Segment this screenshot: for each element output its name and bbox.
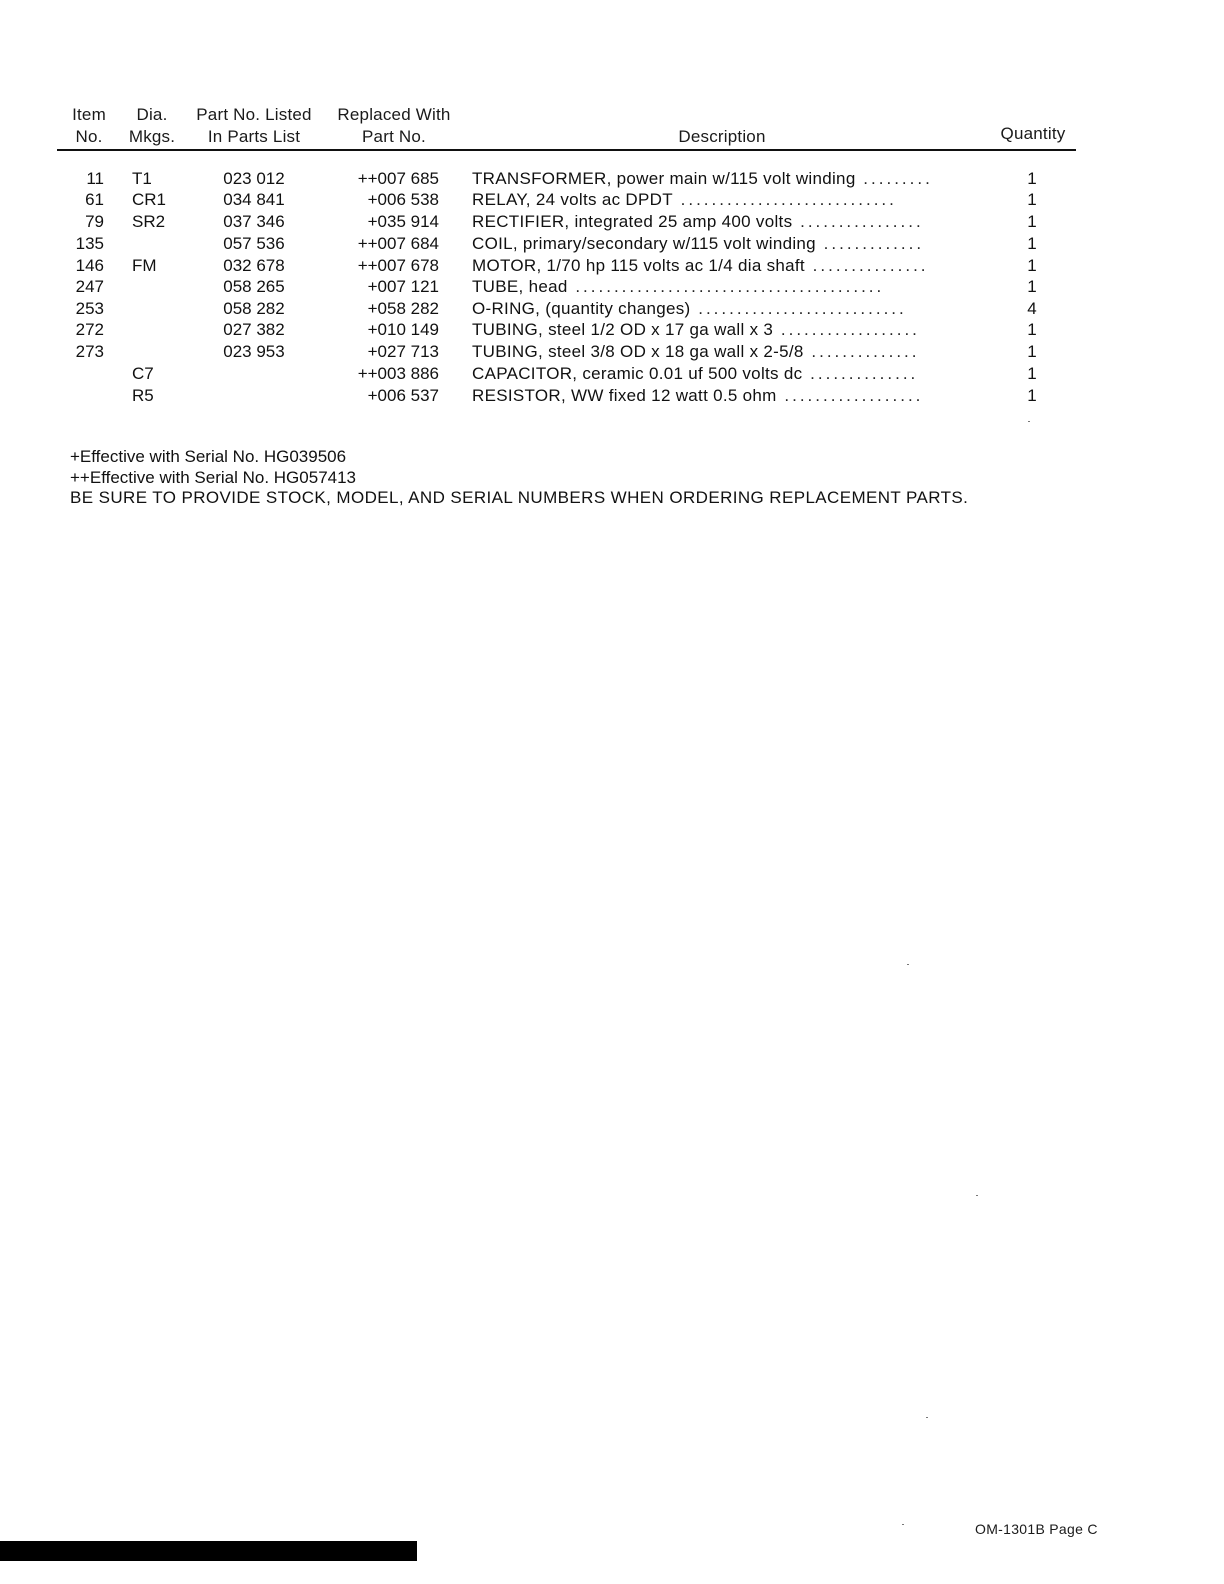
table-row [0, 189, 1224, 211]
scan-speck [902, 1524, 904, 1525]
dia-mkgs: R5 [132, 386, 154, 405]
replaced-part: +006 537 [367, 386, 439, 405]
item-no: 135 [75, 234, 104, 253]
table-row [0, 211, 1224, 233]
ordering-notice: BE SURE TO PROVIDE STOCK, MODEL, AND SERIAL NUMBERS WHEN ORDERING REPLACEMENT PARTS. [70, 488, 969, 507]
description-text: COIL, primary/secondary w/115 volt winding [472, 234, 816, 253]
replaced-part: ++007 684 [357, 234, 439, 253]
description: RECTIFIER, integrated 25 amp 400 volts ................ [472, 212, 924, 231]
table-row [0, 233, 1224, 255]
replaced-part: +035 914 [367, 212, 439, 231]
description: COIL, primary/secondary w/115 volt winding ............. [472, 234, 925, 253]
description: RELAY, 24 volts ac DPDT ............................ [472, 190, 897, 209]
header-quantity-label: Quantity [1000, 124, 1066, 143]
header-dia-mkgs [124, 104, 180, 148]
scan-speck [976, 1195, 978, 1196]
footnote-double-plus: ++Effective with Serial No. HG057413 [70, 468, 357, 487]
table-row [0, 319, 1224, 341]
dia-mkgs: SR2 [132, 212, 166, 231]
item-no: 146 [75, 256, 104, 275]
quantity: 1 [1027, 256, 1037, 275]
header-replaced-with [330, 104, 458, 148]
quantity: 1 [1027, 169, 1037, 188]
quantity: 4 [1027, 299, 1037, 318]
part-listed: 032 678 [223, 256, 285, 275]
page-identifier: OM-1301B Page C [975, 1521, 1098, 1537]
replaced-part: +010 149 [367, 320, 439, 339]
quantity: 1 [1027, 342, 1037, 361]
table-row [0, 168, 1224, 190]
quantity: 1 [1027, 212, 1037, 231]
description-text: RESISTOR, WW fixed 12 watt 0.5 ohm [472, 386, 777, 405]
part-listed: 058 265 [223, 277, 285, 296]
footnote-single-plus: +Effective with Serial No. HG039506 [70, 447, 347, 466]
description-text: TRANSFORMER, power main w/115 volt winding [472, 169, 856, 188]
scan-speck [1028, 421, 1030, 422]
description-text: RECTIFIER, integrated 25 amp 400 volts [472, 212, 793, 231]
header-part-listed-line2: In Parts List [207, 127, 301, 146]
quantity: 1 [1027, 320, 1037, 339]
item-no: 273 [75, 342, 104, 361]
item-no: 11 [86, 169, 104, 188]
part-listed: 057 536 [223, 234, 285, 253]
dia-mkgs: CR1 [132, 190, 167, 209]
header-replaced-line1: Replaced With [337, 105, 451, 124]
description: CAPACITOR, ceramic 0.01 uf 500 volts dc .............. [472, 364, 919, 383]
footer-black-bar [0, 1541, 417, 1561]
replaced-part: ++007 685 [357, 169, 439, 188]
description: O-RING, (quantity changes) ........................... [472, 299, 907, 318]
dia-mkgs: T1 [132, 169, 152, 188]
header-quantity [988, 123, 1078, 145]
part-listed: 058 282 [223, 299, 285, 318]
table-row [0, 298, 1224, 320]
quantity: 1 [1027, 190, 1037, 209]
replaced-part: ++003 886 [357, 364, 439, 383]
header-dia-line2: Mkgs. [128, 127, 176, 146]
description-text: MOTOR, 1/70 hp 115 volts ac 1/4 dia shaft [472, 256, 805, 275]
header-item-line2: No. [75, 127, 103, 146]
description-text: O-RING, (quantity changes) [472, 299, 691, 318]
header-item-no [64, 104, 114, 148]
header-item-line1: Item [72, 105, 106, 124]
replaced-part: ++007 678 [357, 256, 439, 275]
replaced-part: +058 282 [367, 299, 439, 318]
dia-mkgs: FM [132, 256, 157, 275]
scan-speck [926, 1417, 928, 1418]
description: TUBE, head ........................................ [472, 277, 885, 296]
description-text: RELAY, 24 volts ac DPDT [472, 190, 673, 209]
table-row [0, 255, 1224, 277]
item-no: 253 [75, 299, 104, 318]
header-description [622, 126, 822, 148]
description: TRANSFORMER, power main w/115 volt winding ......... [472, 169, 933, 188]
item-no: 79 [85, 212, 104, 231]
description: MOTOR, 1/70 hp 115 volts ac 1/4 dia shaft ............... [472, 256, 929, 275]
header-part-listed [186, 104, 322, 148]
dia-mkgs: C7 [132, 364, 154, 383]
header-part-listed-line1: Part No. Listed [196, 105, 312, 124]
item-no: 272 [75, 320, 104, 339]
part-listed: 023 953 [223, 342, 285, 361]
quantity: 1 [1027, 277, 1037, 296]
part-listed: 034 841 [223, 190, 285, 209]
header-description-label: Description [678, 127, 766, 146]
table-row [0, 341, 1224, 363]
quantity: 1 [1027, 364, 1037, 383]
description-text: TUBING, steel 3/8 OD x 18 ga wall x 2-5/8 [472, 342, 804, 361]
description-text: TUBE, head [472, 277, 568, 296]
table-row [0, 363, 1224, 385]
part-listed: 027 382 [223, 320, 285, 339]
scan-speck [907, 964, 909, 965]
replaced-part: +006 538 [367, 190, 439, 209]
replaced-part: +027 713 [367, 342, 439, 361]
table-row [0, 385, 1224, 407]
item-no: 61 [85, 190, 104, 209]
table-row [0, 276, 1224, 298]
header-divider [57, 149, 1076, 151]
replaced-part: +007 121 [367, 277, 439, 296]
header-dia-line1: Dia. [136, 105, 168, 124]
header-replaced-line2: Part No. [362, 127, 426, 146]
description: TUBING, steel 3/8 OD x 18 ga wall x 2-5/8 .............. [472, 342, 920, 361]
part-listed: 037 346 [223, 212, 285, 231]
description-text: TUBING, steel 1/2 OD x 17 ga wall x 3 [472, 320, 774, 339]
quantity: 1 [1027, 386, 1037, 405]
quantity: 1 [1027, 234, 1037, 253]
part-listed: 023 012 [223, 169, 285, 188]
description-text: CAPACITOR, ceramic 0.01 uf 500 volts dc [472, 364, 803, 383]
item-no: 247 [75, 277, 104, 296]
description: RESISTOR, WW fixed 12 watt 0.5 ohm .................. [472, 386, 924, 405]
description: TUBING, steel 1/2 OD x 17 ga wall x 3 .................. [472, 320, 920, 339]
